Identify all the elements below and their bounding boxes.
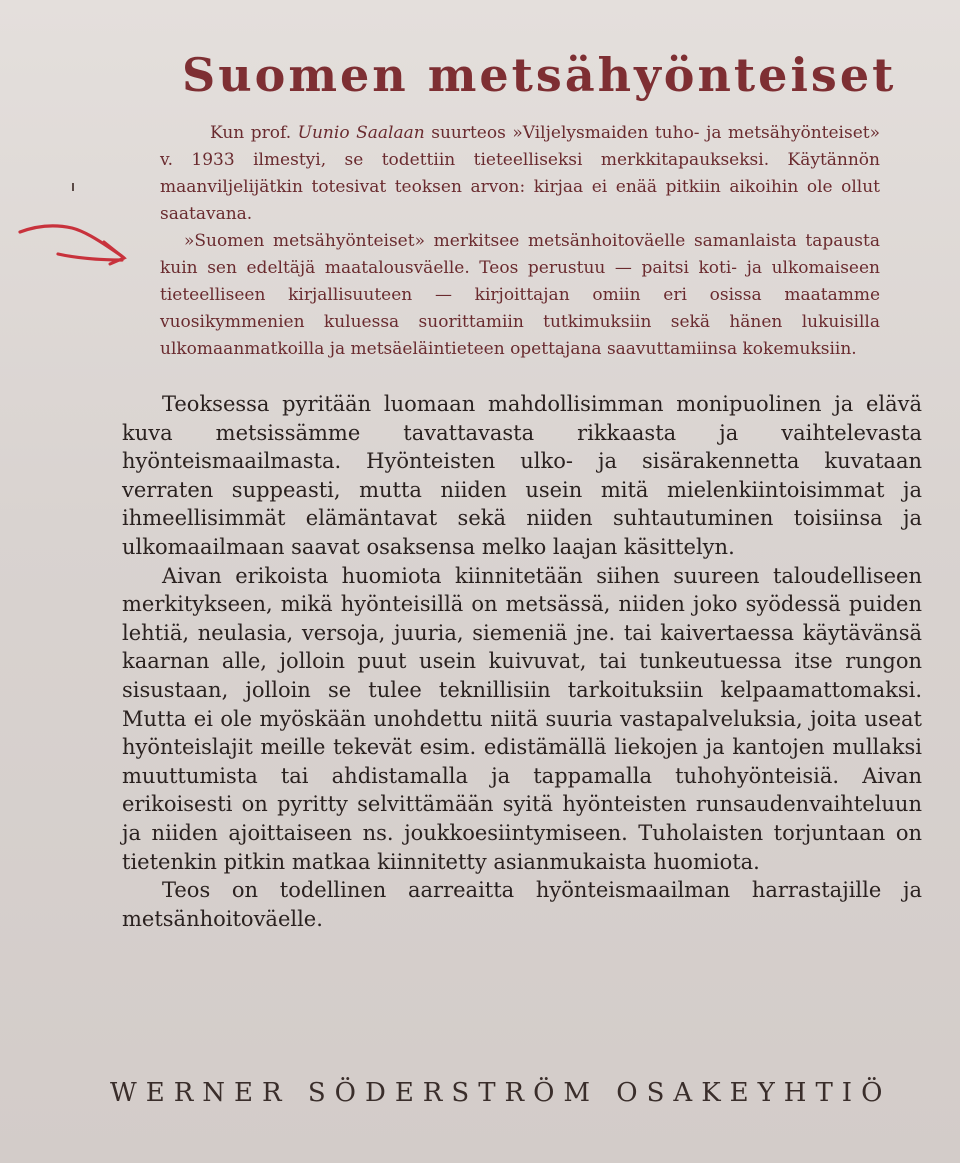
body-paragraph-2: Aivan erikoista huomiota kiinnitetään siihen suureen taloudelliseen merkitykseen, mikä hyönteisillä on metsässä, niiden joko syödessä puiden lehtiä, neulasia, versoja, juuria, siemeniä jne. tai kaivertaessa käytävänsä kaarnan alle, jolloin puut usein kuivuvat, tai tunkeutuessa itse rungon sisustaan, jolloin se tulee teknillisiin tarkoituksiin kelpaamattomaksi. Mutta ei ole myöskään unohdettu niitä suuria vastapalveluksia, joita useat hyönteislajit meille tekevät esim. edistämällä liekojen ja kantojen mullaksi muuttumista tai ahdistamalla ja tappamalla tuhohyönteisiä. Aivan erikoisesti on pyritty selvittämään syitä hyönteisten runsaudenvaihteluun ja niiden ajoittaiseen ns. joukkoesiintymiseen. Tuholaisten torjuntaan on tietenkin pitkin matkaa kiinnitetty asianmukaista huomiota. — [122, 563, 922, 874]
body-paragraph-3: Teos on todellinen aarreaitta hyönteismaailman harrastajille ja metsänhoitoväelle. — [122, 878, 922, 931]
intro-paragraph-1 — [160, 120, 880, 228]
intro-text-rest: suurteos »Viljelysmaiden tuho- ja metsähyönteiset» v. 1933 ilmestyi, se todettiin tieteelliseksi merkkitapaukseksi. Käytännön maanviljelijätkin totesivat teoksen arvon: kirjaa ei enää pitkiin aikoihin ole ollut saatavana. — [160, 123, 880, 224]
author-name: Uunio Saalaan — [297, 123, 425, 143]
page-title: Suomen metsähyönteiset — [182, 48, 897, 102]
body-section — [122, 390, 922, 933]
intro-section — [160, 120, 880, 363]
margin-mark — [72, 183, 74, 191]
publisher-name: WERNER SÖDERSTRÖM OSAKEYHTIÖ — [110, 1078, 892, 1108]
intro-paragraph-2: »Suomen metsähyönteiset» merkitsee metsänhoitoväelle samanlaista tapausta kuin sen edeltäjä maatalousväelle. Teos perustuu — paitsi koti- ja ulkomaiseen tieteelliseen kirjallisuuteen — kirjoittajan omiin eri osissa maatamme vuosikymmenien kuluessa suorittamiin tutkimuksiin sekä hänen lukuisilla ulkomaanmatkoilla ja metsäeläintieteen opettajana saavuttamiinsa kokemuksiin. — [160, 231, 880, 359]
body-paragraph-1: Teoksessa pyritään luomaan mahdollisimman monipuolinen ja elävä kuva metsissämme tavattavasta rikkaasta ja vaihtelevasta hyönteismaailmasta. Hyönteisten ulko- ja sisärakennetta kuvataan verraten suppeasti, mutta niiden usein mitä mielenkiintoisimmat ja ihmeellisimmät elämäntavat sekä niiden suhtautuminen toisiinsa ja ulkomaailmaan saavat osaksensa melko laajan käsittelyn. — [122, 392, 922, 559]
hand-drawn-arrow-icon — [14, 218, 134, 276]
intro-text-lead: Kun prof. — [210, 123, 298, 143]
